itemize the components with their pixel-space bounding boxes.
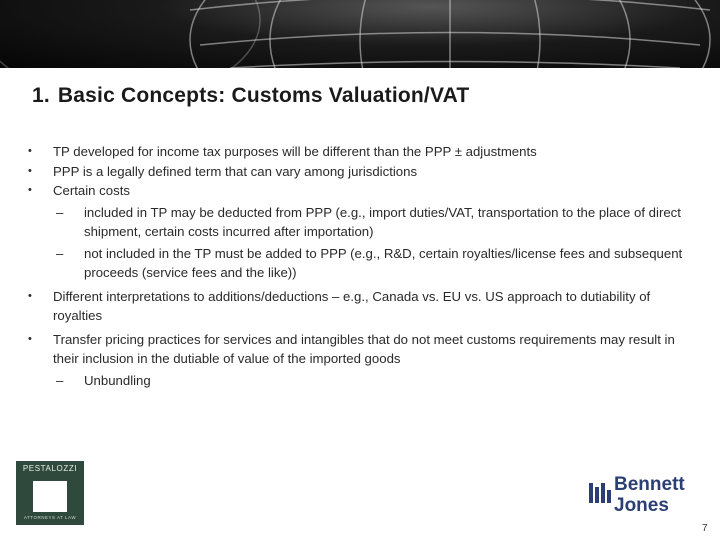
bennett-jones-logo (588, 475, 714, 517)
logo-line-1: Bennett (614, 474, 685, 495)
bullet-marker: • (28, 145, 32, 157)
bennett-jones-mark-icon (588, 481, 612, 505)
globe-graphic (0, 0, 720, 68)
bullet-marker: • (28, 332, 32, 345)
bullet-list (26, 142, 686, 390)
bullet-text: PPP is a legally defined term that can vary among jurisdictions (53, 163, 418, 179)
bullet-text: included in TP may be deducted from PPP (e.g., import duties/VAT, transportation to the place of direct shipment, certain costs incurred after importation) (84, 204, 681, 239)
bullet-text: Unbundling (84, 372, 151, 388)
bullet-text: Certain costs (53, 183, 130, 198)
bullet-marker: • (28, 164, 32, 177)
bullet-item (26, 162, 686, 182)
bullet-item (26, 142, 686, 162)
title-number: 1. (32, 84, 50, 107)
header-banner (0, 0, 720, 68)
page-number: 7 (702, 523, 708, 534)
bullet-item (26, 330, 686, 369)
sub-bullet-item (26, 203, 686, 242)
bullet-marker: • (28, 289, 32, 302)
bullet-text: Different interpretations to additions/deductions – e.g., Canada vs. EU vs. US approach to dutiability of royalties (53, 288, 651, 323)
sub-bullet-item (26, 371, 686, 391)
pestalozzi-logo (16, 461, 84, 525)
bullet-item (26, 181, 686, 201)
bullet-text: TP developed for income tax purposes will be different than the PPP ± adjustments (53, 144, 537, 159)
pestalozzi-logo-name: PESTALOZZI (22, 464, 78, 473)
pestalozzi-logo-square (33, 481, 67, 512)
slide-title (32, 84, 469, 108)
logo-line-2: Jones (614, 495, 669, 516)
bullet-text: not included in the TP must be added to PPP (e.g., R&D, certain royalties/license fees and subsequent proceeds (service fees and the like)) (84, 245, 683, 280)
pestalozzi-logo-tagline: ATTORNEYS AT LAW (23, 515, 77, 520)
sub-bullet-item (26, 244, 686, 283)
dash-marker: – (56, 204, 64, 220)
bullet-item (26, 287, 686, 326)
dash-marker: – (56, 245, 64, 261)
bullet-marker: • (28, 184, 32, 196)
dash-marker: – (56, 372, 64, 388)
bullet-text: Transfer pricing practices for services and intangibles that do not meet customs requirements may result in their inclusion in the dutiable of value of the imported goods (53, 331, 675, 366)
title-text: Basic Concepts: Customs Valuation/VAT (57, 84, 470, 107)
